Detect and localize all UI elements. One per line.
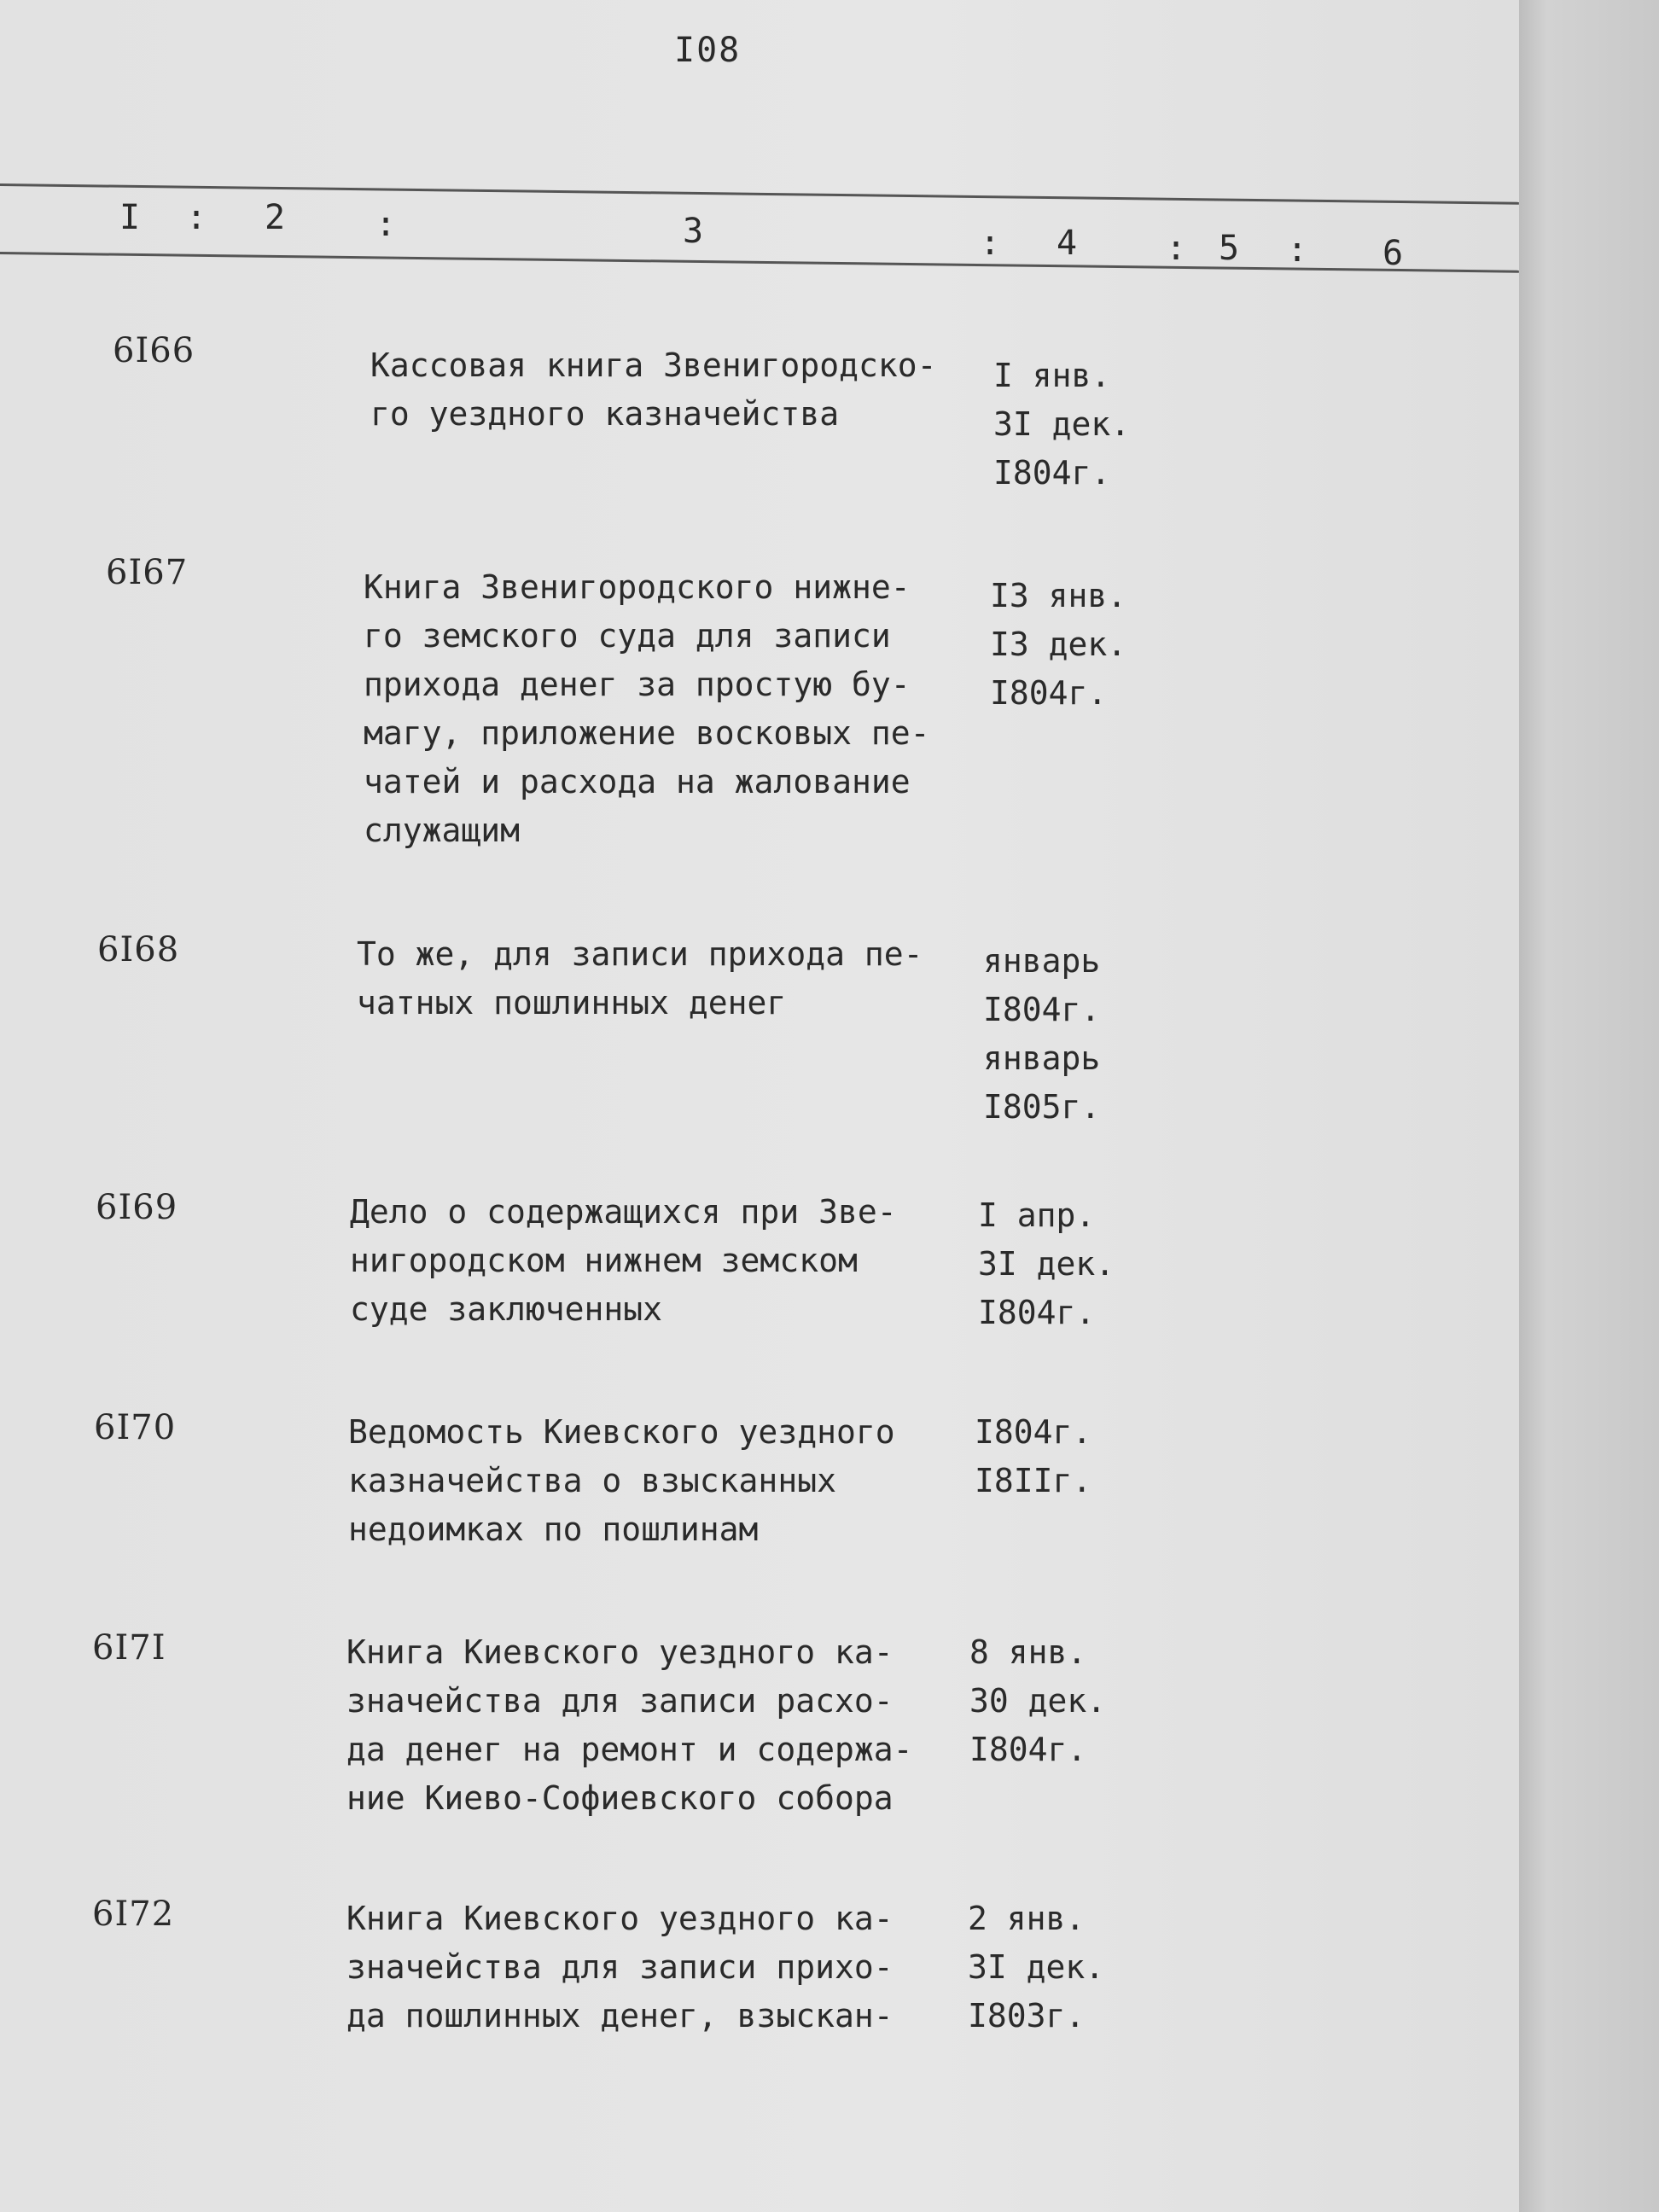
entry-description: Книга Киевского уездного ка- значейства для записи расхо- да денег на ремонт и содержа- ние Киево-Софиевского собора [346,1633,913,1817]
entry-dates: 8 янв. 30 дек. I804г. [969,1633,1107,1768]
entry-description: Дело о содержащихся при Зве- нигородском нижнем земском суде заключенных [350,1193,897,1328]
entry-dates: январь I804г. январь I805г. [983,942,1101,1126]
entry-number: 6I72 [92,1895,175,1934]
entry-number: 6I69 [96,1188,178,1227]
entry-description: Книга Звенигородского нижне- го земского суда для записи прихода денег за простую бу- магу, приложение восковых пе- чатей и расхода на жалование служащим [364,568,930,849]
entry-dates: I янв. 3I дек. I804г. [993,357,1131,492]
column-header-4: 4 [1057,224,1078,263]
column-separator: : [1287,230,1308,270]
column-separator: : [186,198,207,237]
column-header-5: 5 [1219,229,1240,268]
column-separator: : [1166,229,1187,268]
entry-description: Книга Киевского уездного ка- значейства для записи прихо- да пошлинных денег, взыскан- [346,1900,894,2034]
page-number: I08 [674,31,742,70]
column-header-3: 3 [683,212,704,251]
entry-dates: 2 янв. 3I дек. I803г. [968,1900,1105,2034]
entry-description: Кассовая книга Звенигородско- го уездного казначейства [370,346,937,433]
column-header-6: 6 [1382,234,1404,273]
entry-number: 6I66 [113,331,195,370]
column-separator: : [980,224,1001,263]
entry-dates: I3 янв. I3 дек. I804г. [990,577,1127,712]
entry-number: 6I70 [94,1408,177,1447]
entry-dates: I804г. I8IIг. [975,1413,1092,1499]
entry-number: 6I68 [97,930,180,969]
column-separator: : [375,205,397,244]
entry-dates: I апр. 3I дек. I804г. [978,1196,1115,1331]
column-header-2: 2 [265,198,286,237]
entry-description: То же, для записи прихода пе- чатных пошлинных денег [357,935,923,1022]
entry-description: Ведомость Киевского уездного казначейства о взысканных недоимках по пошлинам [348,1413,895,1548]
header-rule-top [0,183,1519,205]
entry-number: 6I7I [92,1628,166,1668]
entry-number: 6I67 [106,553,189,592]
page-edge-shadow [1519,0,1659,2212]
column-header-1: I [119,198,141,237]
